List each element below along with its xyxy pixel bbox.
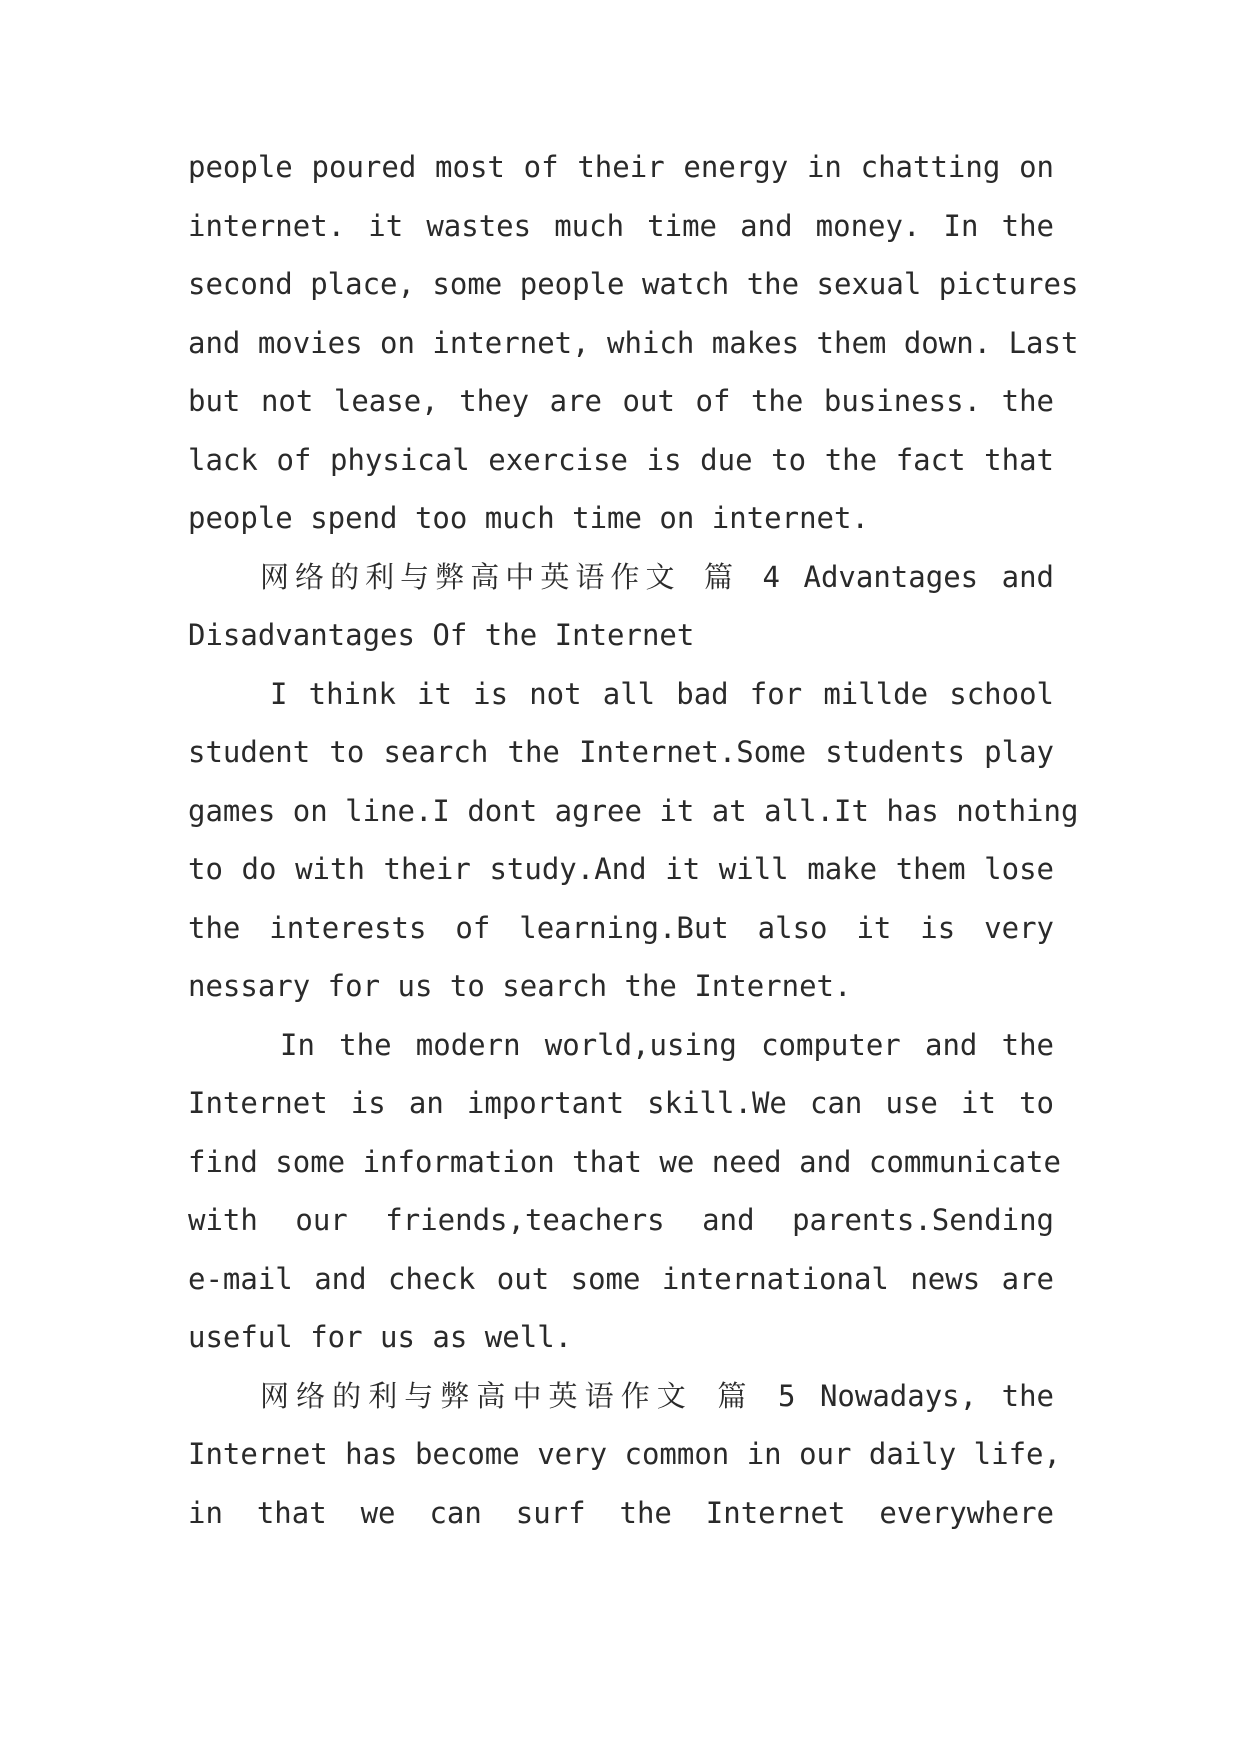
text-line-17: Internet is an important skill.We can use it to (188, 1086, 1054, 1120)
text-line-12: games on line.I dont agree it at all.It has nothing (188, 793, 1079, 828)
essay-body (188, 138, 1079, 1542)
text-line-23: Internet has become very common in our daily life, (188, 1437, 1061, 1471)
text-line-15: nessary for us to search the Internet. (188, 969, 852, 1003)
text-line-4: and movies on internet, which makes them down. Last (188, 325, 1079, 360)
text-line-24: in that we can surf the Internet everywhere (188, 1495, 1054, 1530)
text-line-18: find some information that we need and communicate (188, 1144, 1061, 1179)
text-line-7: people spend too much time on internet. (188, 501, 869, 535)
essay-5-heading: 网络的利与弊高中英语作文 篇 5 Nowadays, the (260, 1378, 1054, 1413)
text-line-3: second place, some people watch the sexual pictures (188, 267, 1079, 301)
text-line-1: people poured most of their energy in chatting on (188, 150, 1054, 184)
text-line-19: with our friends,teachers and parents.Sending (188, 1203, 1054, 1237)
text-line-9: Disadvantages Of the Internet (188, 618, 695, 652)
text-line-5: but not lease, they are out of the business. the (188, 384, 1054, 418)
text-line-20: e-mail and check out some international news are (188, 1261, 1054, 1296)
text-line-6: lack of physical exercise is due to the fact that (188, 442, 1054, 477)
text-line-21: useful for us as well. (188, 1320, 573, 1354)
text-line-16: In the modern world,using computer and the (280, 1027, 1054, 1062)
text-line-14: the interests of learning.But also it is very (188, 910, 1054, 945)
text-line-11: student to search the Internet.Some students play (188, 735, 1054, 769)
text-line-13: to do with their study.And it will make them lose (188, 852, 1054, 886)
text-line-10: I think it is not all bad for millde school (270, 676, 1054, 711)
text-line-2: internet. it wastes much time and money. In the (188, 208, 1054, 243)
essay-4-heading: 网络的利与弊高中英语作文 篇 4 Advantages and (260, 559, 1054, 594)
